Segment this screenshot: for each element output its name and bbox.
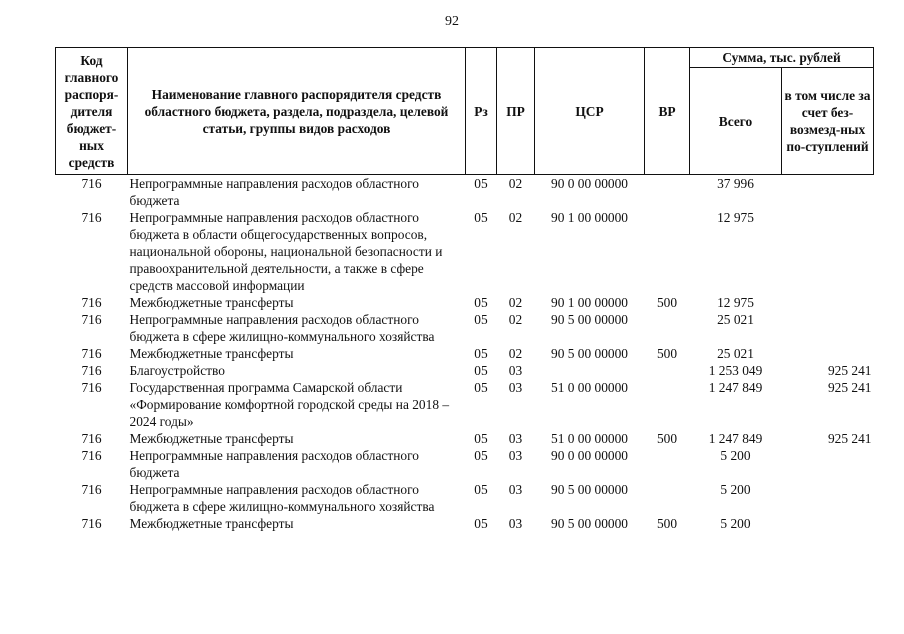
cell-name: Межбюджетные трансферты [129,516,294,531]
cell-rz: 05 [474,312,488,327]
cell-name: Непрограммные направления расходов областного бюджета в области общегосударственных вопросов, национальной обороны, национальной безопасности и правоохранительной деятельности, а также в сфере средств массовой информации [129,210,443,293]
header-pr: ПР [497,48,535,175]
cell-csr: 90 0 00 00000 [551,176,628,191]
cell-gratis [782,311,874,345]
cell-total: 5 200 [720,516,751,531]
cell-code: 716 [81,482,102,497]
cell-total: 37 996 [717,176,754,191]
cell-total: 12 975 [717,210,754,225]
table-row [56,447,874,481]
cell-rz: 05 [474,482,488,497]
cell-rz: 05 [474,380,488,395]
header-code: Код главного распоря-дителя бюджет-ных средств [56,48,128,175]
cell-vr [645,447,690,481]
header-name: Наименование главного распорядителя средств областного бюджета, раздела, подраздела, целевой статьи, группы видов расходов [128,48,466,175]
header-gratis: в том числе за счет без-возмезд-ных по-ступлений [782,68,874,175]
cell-rz: 05 [474,176,488,191]
cell-total: 1 247 849 [708,380,763,395]
cell-name: Непрограммные направления расходов областного бюджета [129,448,419,480]
cell-total: 5 200 [720,482,751,497]
table-row [56,362,874,379]
cell-rz: 05 [474,346,488,361]
cell-pr: 02 [508,210,523,225]
cell-gratis [782,345,874,362]
cell-pr: 03 [508,448,523,463]
cell-total: 1 247 849 [708,431,763,446]
cell-vr [645,379,690,430]
cell-vr [645,362,690,379]
cell-csr: 90 1 00 00000 [551,210,628,225]
cell-csr: 90 5 00 00000 [551,482,628,497]
table-row [56,481,874,515]
cell-vr [645,481,690,515]
cell-pr: 03 [508,363,523,378]
cell-csr: 51 0 00 00000 [551,431,628,446]
table-row [56,175,874,210]
cell-csr: 90 5 00 00000 [551,516,628,531]
cell-gratis [782,175,874,210]
cell-gratis [782,294,874,311]
cell-vr [645,209,690,294]
page-number: 92 [445,14,459,29]
cell-name: Непрограммные направления расходов областного бюджета в сфере жилищно-коммунального хозяйства [129,482,435,514]
header-vr: ВР [645,48,690,175]
cell-rz: 05 [474,431,488,446]
cell-total: 1 253 049 [708,363,763,378]
cell-vr: 500 [656,295,678,310]
cell-pr: 03 [508,516,523,531]
cell-pr: 02 [508,312,523,327]
cell-pr: 03 [508,482,523,497]
cell-pr: 02 [508,346,523,361]
cell-name: Государственная программа Самарской области «Формирование комфортной городской среды на 2018 – 2024 годы» [129,380,450,429]
table-row [56,294,874,311]
cell-name: Благоустройство [129,363,225,378]
cell-pr: 02 [508,176,523,191]
cell-gratis [782,447,874,481]
cell-csr: 90 5 00 00000 [551,346,628,361]
cell-rz: 05 [474,295,488,310]
table-row [56,311,874,345]
cell-code: 716 [81,295,102,310]
cell-vr [645,311,690,345]
cell-csr: 90 0 00 00000 [551,448,628,463]
cell-rz: 05 [474,210,488,225]
header-sum: Сумма, тыс. рублей [690,48,874,68]
header-csr: ЦСР [535,48,645,175]
cell-code: 716 [81,516,102,531]
cell-total: 25 021 [717,312,754,327]
cell-vr: 500 [656,431,678,446]
cell-name: Непрограммные направления расходов областного бюджета в сфере жилищно-коммунального хозяйства [129,312,435,344]
table-body [56,175,874,533]
cell-code: 716 [81,448,102,463]
cell-pr: 03 [508,431,523,446]
cell-total: 5 200 [720,448,751,463]
cell-code: 716 [81,431,102,446]
cell-code: 716 [81,363,102,378]
cell-code: 716 [81,210,102,225]
cell-gratis [782,209,874,294]
cell-name: Межбюджетные трансферты [129,295,294,310]
cell-gratis: 925 241 [827,380,872,395]
cell-vr: 500 [656,516,678,531]
cell-csr: 90 1 00 00000 [551,295,628,310]
table-row [56,379,874,430]
table-row [56,515,874,532]
cell-code: 716 [81,346,102,361]
cell-rz: 05 [474,363,488,378]
cell-gratis [782,515,874,532]
cell-csr: 51 0 00 00000 [551,380,628,395]
cell-code: 716 [81,176,102,191]
cell-name: Межбюджетные трансферты [129,346,294,361]
cell-vr: 500 [656,346,678,361]
cell-name: Межбюджетные трансферты [129,431,294,446]
cell-rz: 05 [474,448,488,463]
cell-total: 25 021 [717,346,754,361]
cell-vr [645,175,690,210]
cell-csr: 90 5 00 00000 [551,312,628,327]
cell-pr: 02 [508,295,523,310]
cell-total: 12 975 [717,295,754,310]
cell-csr [535,362,645,379]
cell-pr: 03 [508,380,523,395]
cell-code: 716 [81,312,102,327]
budget-table [55,47,874,532]
cell-name: Непрограммные направления расходов областного бюджета [129,176,419,208]
header-rz: Рз [466,48,497,175]
cell-gratis [782,481,874,515]
table-row [56,430,874,447]
cell-code: 716 [81,380,102,395]
cell-rz: 05 [474,516,488,531]
table-row [56,209,874,294]
table-row [56,345,874,362]
header-total: Всего [690,68,782,175]
cell-gratis: 925 241 [827,363,872,378]
table-header [56,48,874,175]
cell-gratis: 925 241 [827,431,872,446]
